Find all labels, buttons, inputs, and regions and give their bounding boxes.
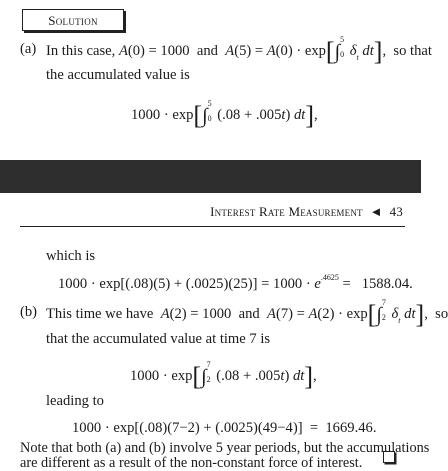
part-a-label: (a) bbox=[20, 41, 37, 57]
note-line2: are different as a result of the non-constant force of interest. bbox=[20, 455, 363, 471]
solution-label-box bbox=[22, 9, 124, 31]
part-b-formula: 1000 · exp[∫ 7 2 (.08 + .005t) dt], bbox=[130, 360, 317, 391]
page-break-band bbox=[0, 160, 421, 193]
part-b-line1: This time we have A(2) = 1000 and A(7) = A(2) · exp[∫ 7 2 $\delta_t$ dt], so bbox=[46, 298, 448, 329]
page-number: 43 bbox=[389, 204, 403, 219]
solution-label: Solution bbox=[48, 12, 98, 28]
header-title: Interest Rate Measurement bbox=[210, 204, 363, 219]
leading-to-text: leading to bbox=[46, 393, 104, 409]
part-b-result: 1000 · exp[(.08)(7−2) + (.0025)(49−4)] = 1669.46. bbox=[72, 420, 377, 436]
part-a-result: $1000 \cdot \exp[(.08)(5) + (.0025)(25)] = 1000 \cdot e^{.4625} = 1588.04$. bbox=[58, 273, 413, 292]
which-is-text: which is bbox=[46, 248, 96, 264]
part-b-line2: that the accumulated value at time 7 is bbox=[46, 331, 271, 347]
running-header bbox=[210, 205, 403, 218]
header-arrow-icon: ◄ bbox=[366, 204, 387, 219]
header-rule bbox=[20, 226, 405, 227]
part-a-line2: the accumulated value is bbox=[46, 67, 190, 83]
part-a-line1: In this case, A(0) = 1000 and A(5) = A(0) · exp[∫ 5 0 $\delta_t$ dt], so that bbox=[46, 35, 432, 66]
part-a-formula: 1000 · exp[∫ 5 0 (.08 + .005t) dt], bbox=[131, 99, 318, 130]
part-b-label: (b) bbox=[20, 304, 38, 320]
note-line1: Note that both (a) and (b) involve 5 year periods, but the accumulations bbox=[20, 440, 430, 456]
qed-square-icon bbox=[383, 451, 395, 463]
